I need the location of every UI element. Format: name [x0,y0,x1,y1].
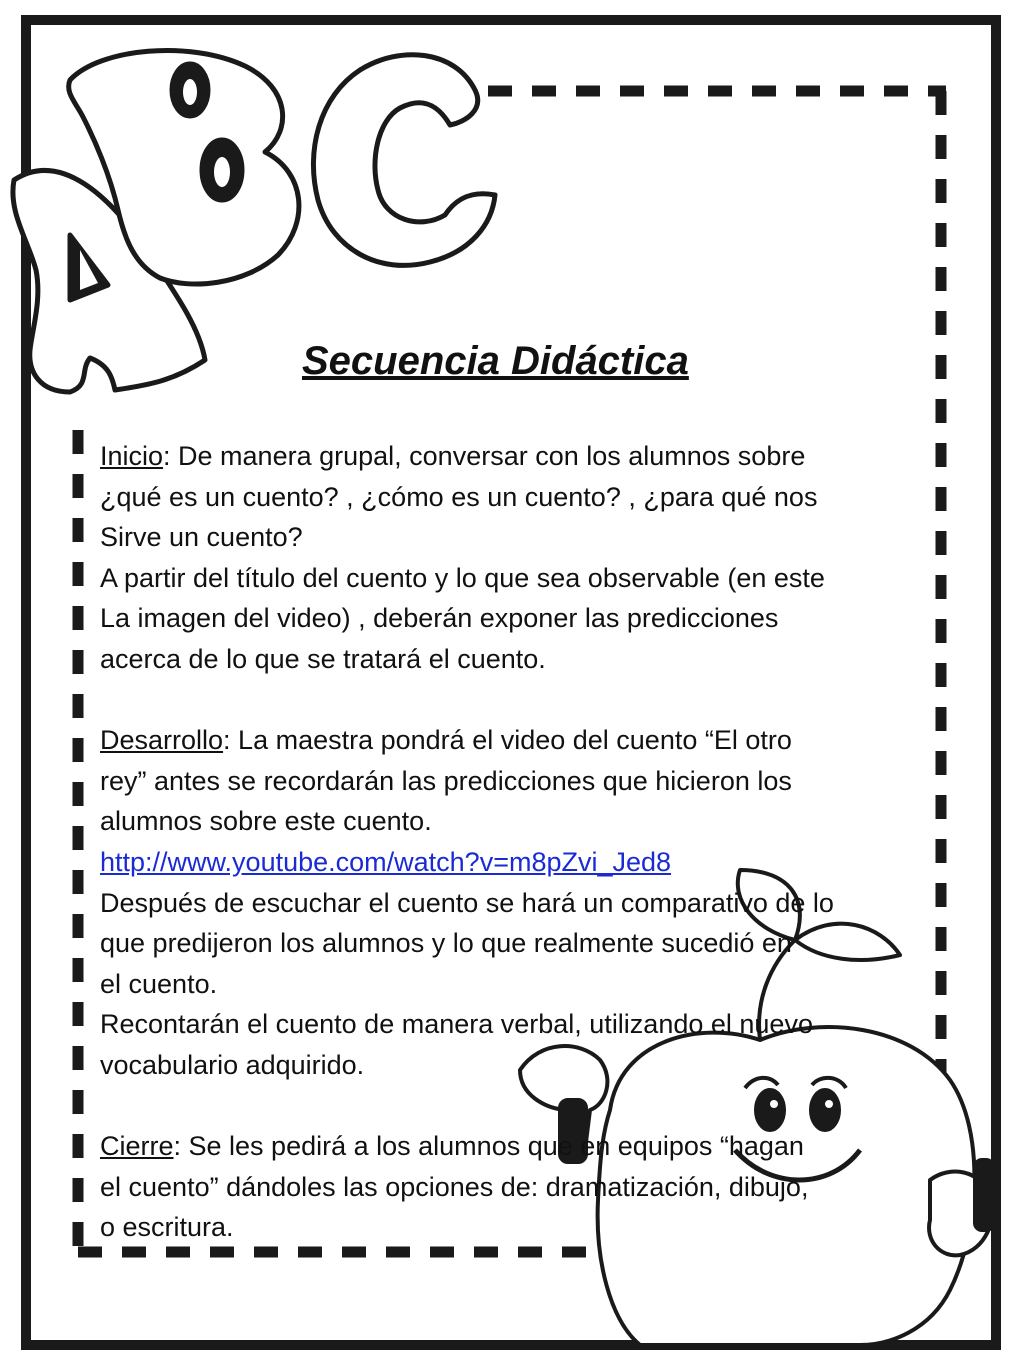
video-link-line [100,842,960,883]
cierre-line-2: el cuento” dándoles las opciones de: dramatización, dibujo, [100,1171,809,1202]
inicio-heading: Inicio [100,441,164,471]
video-link[interactable]: http://www.youtube.com/watch?v=m8pZvi_Jed8 [100,846,672,877]
desarrollo-line-7: Recontarán el cuento de manera verbal, utilizando el nuevo [100,1009,813,1040]
desarrollo-line-2: rey” antes se recordarán las predicciones que hicieron los [100,765,792,796]
cierre-heading: Cierre [100,1131,174,1162]
page-title: Secuencia Didáctica [302,338,689,383]
desarrollo-line-4: Después de escuchar el cuento se hará un comparativo de lo [100,887,834,918]
desarrollo-line-6: el cuento. [100,968,218,999]
desarrollo-line-8: vocabulario adquirido. [100,1049,365,1080]
cierre-line-1 [100,1126,960,1167]
section-gap [100,680,960,721]
inicio-line-6: acerca de lo que se tratará el cuento. [100,643,546,674]
letter-c-icon [313,55,495,266]
cierre-line-3: o escritura. [100,1212,234,1243]
lesson-sequence-text [100,436,960,1248]
desarrollo-line-1 [100,720,960,761]
section-gap [100,1086,960,1127]
inicio-line-2: ¿qué es un cuento? , ¿cómo es un cuento? , ¿para qué nos [100,481,818,512]
desarrollo-text-1: : La maestra pondrá el video del cuento “El otro [223,725,792,756]
inicio-line-3: Sirve un cuento? [100,522,303,553]
inicio-line-1 [100,436,960,477]
desarrollo-heading: Desarrollo [100,725,224,756]
desarrollo-line-3: alumnos sobre este cuento. [100,806,432,837]
inicio-text-1: : De manera grupal, conversar con los alumnos sobre [163,441,806,471]
desarrollo-line-5: que predijeron los alumnos y lo que realmente sucedió en [100,928,792,959]
inicio-line-5: La imagen del video) , deberán exponer las predicciones [100,603,779,634]
inicio-line-4: A partir del título del cuento y lo que sea observable (en este [100,562,825,593]
cierre-text-1: : Se les pedirá a los alumnos que en equipos “hagan [173,1131,804,1162]
